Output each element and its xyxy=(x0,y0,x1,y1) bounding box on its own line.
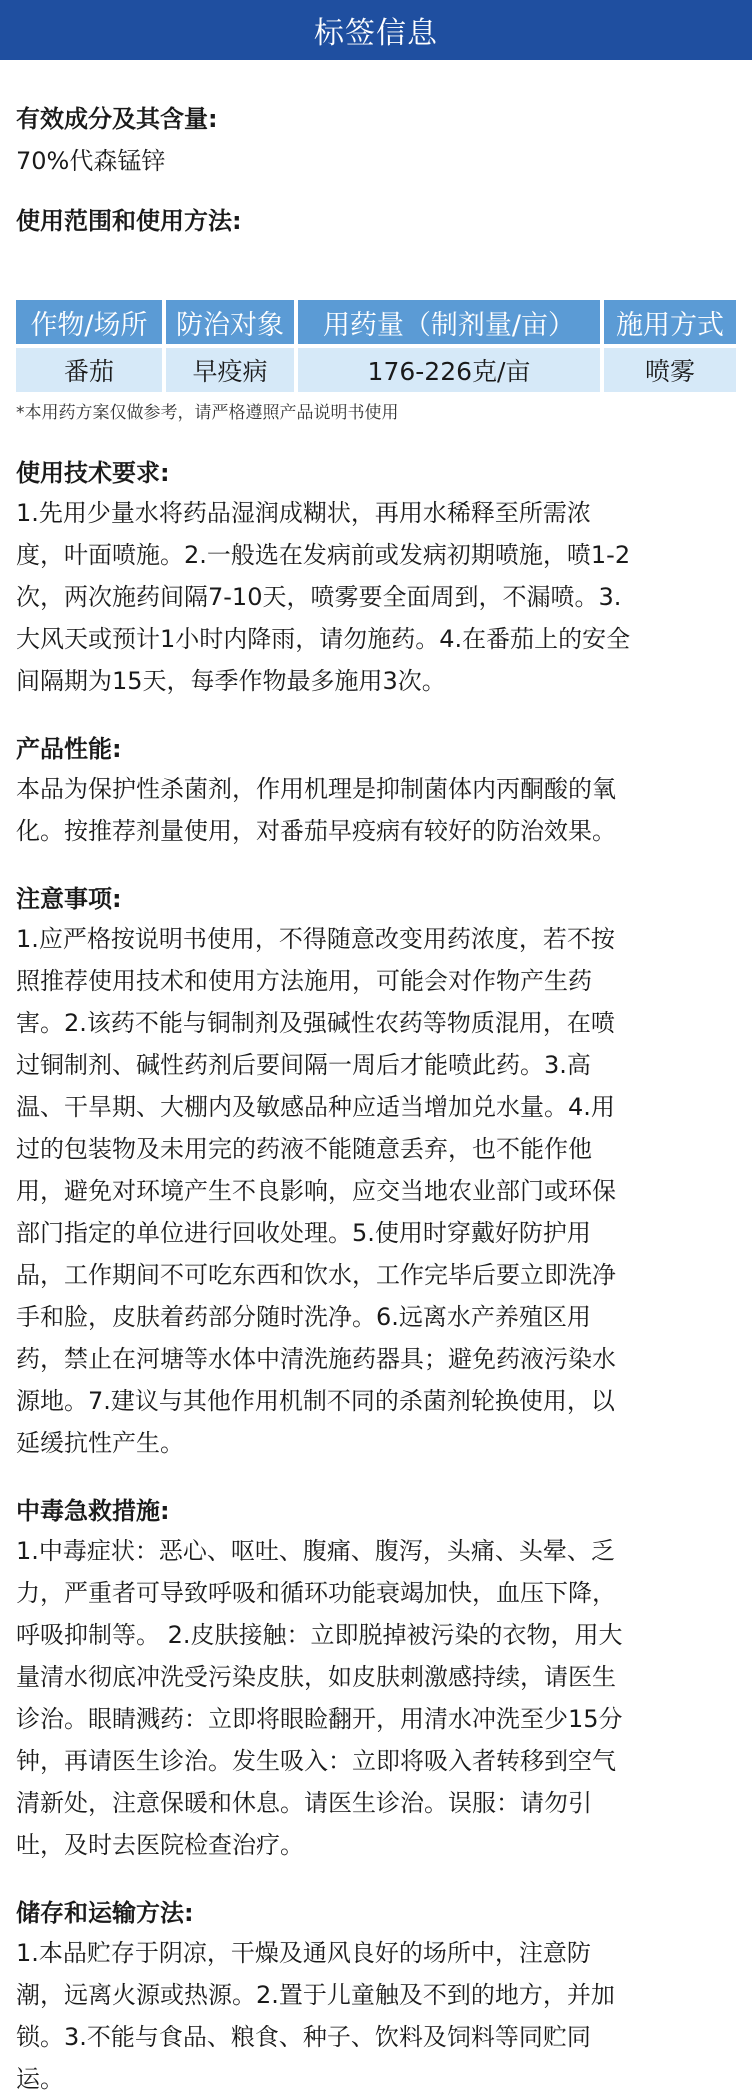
text-line: 大风天或预计1小时内降雨，请勿施药。4.在番茄上的安全 xyxy=(16,625,631,653)
section-body xyxy=(16,1530,736,1866)
header-bar xyxy=(0,0,752,60)
text-line: 1.本品贮存于阴凉，干燥及通风良好的场所中，注意防 xyxy=(16,1939,591,1967)
text-line: 间隔期为15天，每季作物最多施用3次。 xyxy=(16,667,446,695)
text-line: 过铜制剂、碱性药剂后要间隔一周后才能喷此药。3.高 xyxy=(16,1051,591,1079)
text-line: 度，叶面喷施。2.一般选在发病前或发病初期喷施，喷1-2 xyxy=(16,541,631,569)
text-line: 本品为保护性杀菌剂，作用机理是抑制菌体内丙酮酸的氧 xyxy=(16,775,616,803)
section-title: 储存和运输方法: xyxy=(16,1899,194,1927)
text-line: 呼吸抑制等。 2.皮肤接触：立即脱掉被污染的衣物，用大 xyxy=(16,1621,623,1649)
text-line: 清新处，注意保暖和休息。请医生诊治。误服：请勿引 xyxy=(16,1789,592,1817)
text-line: 部门指定的单位进行回收处理。5.使用时穿戴好防护用 xyxy=(16,1219,591,1247)
scope-title: 使用范围和使用方法: xyxy=(16,207,242,235)
text-line: 锁。3.不能与食品、粮食、种子、饮料及饲料等同贮同 xyxy=(16,2023,591,2051)
text-line: 药，禁止在河塘等水体中清洗施药器具；避免药液污染水 xyxy=(16,1345,616,1373)
section-title: 注意事项: xyxy=(16,885,122,913)
section-first-aid xyxy=(16,1494,736,1866)
header-crop: 作物/场所 xyxy=(16,300,162,348)
text-line: 用，避免对环境产生不良影响，应交当地农业部门或环保 xyxy=(16,1177,616,1205)
section-body xyxy=(16,1932,736,2100)
table-row xyxy=(16,348,736,392)
text-line: 品，工作期间不可吃东西和饮水，工作完毕后要立即洗净 xyxy=(16,1261,616,1289)
text-line: 吐，及时去医院检查治疗。 xyxy=(16,1831,304,1859)
cell-dosage: 176-226克/亩 xyxy=(298,348,600,392)
text-line: 照推荐使用技术和使用方法施用，可能会对作物产生药 xyxy=(16,967,592,995)
header-method: 施用方式 xyxy=(604,300,736,348)
text-line: 力，严重者可导致呼吸和循环功能衰竭加快，血压下降， xyxy=(16,1579,616,1607)
section-body xyxy=(16,492,736,702)
usage-table xyxy=(12,300,740,392)
text-line: 1.中毒症状：恶心、呕吐、腹痛、腹泻，头痛、头晕、乏 xyxy=(16,1537,615,1565)
text-line: 害。2.该药不能与铜制剂及强碱性农药等物质混用，在喷 xyxy=(16,1009,615,1037)
text-line: 潮，远离火源或热源。2.置于儿童触及不到的地方，并加 xyxy=(16,1981,615,2009)
ingredient-title: 有效成分及其含量: xyxy=(16,105,218,133)
cell-crop: 番茄 xyxy=(16,348,162,392)
label-sections xyxy=(16,456,736,2100)
section-title: 使用技术要求: xyxy=(16,459,170,487)
usage-table-wrapper xyxy=(16,300,736,392)
section-title: 产品性能: xyxy=(16,735,122,763)
section-body xyxy=(16,918,736,1464)
section-usage-requirements xyxy=(16,456,736,702)
text-line: 手和脸，皮肤着药部分随时洗净。6.远离水产养殖区用 xyxy=(16,1303,591,1331)
section-precautions xyxy=(16,882,736,1464)
label-content xyxy=(0,102,752,2100)
header-target: 防治对象 xyxy=(166,300,294,348)
text-line: 次，两次施药间隔7-10天，喷雾要全面周到，不漏喷。3. xyxy=(16,583,622,611)
text-line: 温、干旱期、大棚内及敏感品种应适当增加兑水量。4.用 xyxy=(16,1093,615,1121)
text-line: 源地。7.建议与其他作用机制不同的杀菌剂轮换使用，以 xyxy=(16,1387,615,1415)
section-storage-transport xyxy=(16,1896,736,2100)
text-line: 1.应严格按说明书使用，不得随意改变用药浓度，若不按 xyxy=(16,925,615,953)
text-line: 钟，再请医生诊治。发生吸入：立即将吸入者转移到空气 xyxy=(16,1747,616,1775)
text-line: 运。 xyxy=(16,2065,64,2093)
usage-disclaimer: *本用药方案仅做参考，请严格遵照产品说明书使用 xyxy=(16,403,399,423)
text-line: 过的包装物及未用完的药液不能随意丢弃，也不能作他 xyxy=(16,1135,592,1163)
text-line: 化。按推荐剂量使用，对番茄早疫病有较好的防治效果。 xyxy=(16,817,616,845)
header-dosage: 用药量（制剂量/亩） xyxy=(298,300,600,348)
text-line: 1.先用少量水将药品湿润成糊状，再用水稀释至所需浓 xyxy=(16,499,591,527)
ingredient-value: 70%代森锰锌 xyxy=(16,147,166,175)
text-line: 延缓抗性产生。 xyxy=(16,1429,184,1457)
text-line: 量清水彻底冲洗受污染皮肤，如皮肤刺激感持续，请医生 xyxy=(16,1663,616,1691)
text-line: 诊治。眼睛溅药：立即将眼睑翻开，用清水冲洗至少15分 xyxy=(16,1705,623,1733)
section-body xyxy=(16,768,736,852)
cell-method: 喷雾 xyxy=(604,348,736,392)
cell-target: 早疫病 xyxy=(166,348,294,392)
page-title: 标签信息 xyxy=(314,16,438,51)
table-header-row xyxy=(16,300,736,348)
section-product-performance xyxy=(16,732,736,852)
section-title: 中毒急救措施: xyxy=(16,1497,170,1525)
